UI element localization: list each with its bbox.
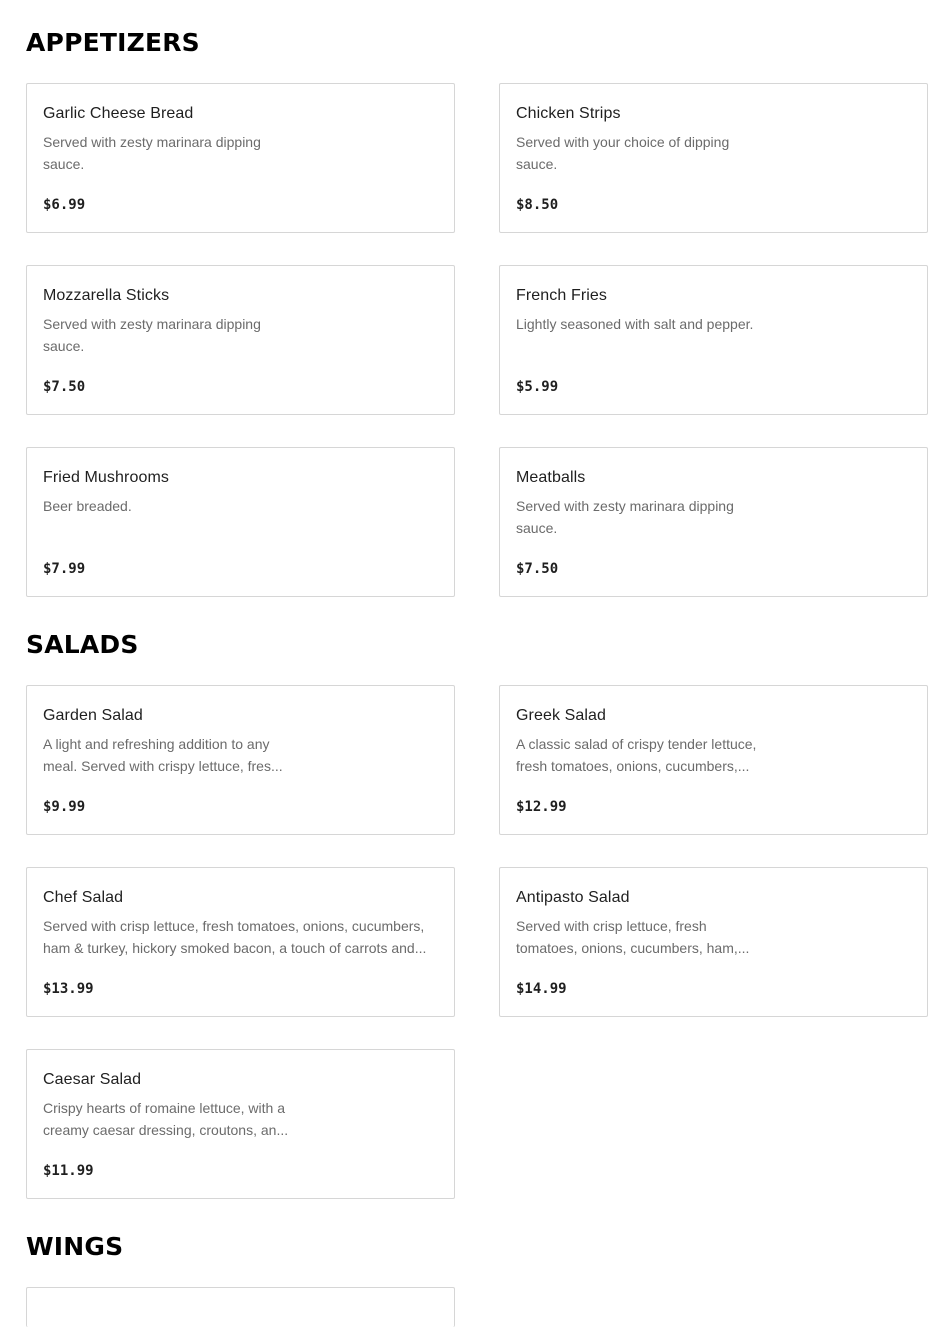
- menu-item-card[interactable]: [26, 1049, 455, 1199]
- menu-item-price: $7.50: [43, 379, 86, 395]
- menu-item-name: Chicken Strips: [516, 105, 621, 122]
- menu-item-description: A classic salad of crispy tender lettuce, fresh tomatoes, onions, cucumbers,...: [516, 736, 757, 774]
- menu-item-description: Served with zesty marinara dipping sauce.: [43, 134, 261, 172]
- menu-item-card[interactable]: [499, 867, 928, 1017]
- menu-item-description: Crispy hearts of romaine lettuce, with a creamy caesar dressing, croutons, an...: [43, 1100, 289, 1138]
- menu-item-card[interactable]: [499, 447, 928, 597]
- menu-item-card[interactable]: [499, 685, 928, 835]
- wings-grid: [26, 1287, 928, 1327]
- menu-item-card[interactable]: [499, 83, 928, 233]
- menu-item-description: Served with crisp lettuce, fresh tomatoes, onions, cucumbers, ham,...: [516, 918, 750, 956]
- menu-item-price: $6.99: [43, 197, 86, 213]
- menu-item-description: A light and refreshing addition to any meal. Served with crispy lettuce, fres...: [43, 736, 283, 774]
- menu-item-name: Meatballs: [516, 469, 586, 486]
- menu-item-price: $14.99: [516, 981, 567, 997]
- menu-item-price: $8.50: [516, 197, 559, 213]
- menu-item-description: Served with crisp lettuce, fresh tomatoes, onions, cucumbers, ham & turkey, hickory smoked bacon, a touch of carrots and...: [43, 918, 427, 956]
- menu-item-name: Mozzarella Sticks: [43, 287, 170, 304]
- menu-item-price: $13.99: [43, 981, 94, 997]
- menu-item-description: Served with your choice of dipping sauce.: [516, 134, 730, 172]
- section-title-appetizers: APPETIZERS: [26, 28, 200, 57]
- menu-item-name: French Fries: [516, 287, 607, 304]
- menu-item-name: Chef Salad: [43, 889, 124, 906]
- menu-item-name: Antipasto Salad: [516, 889, 630, 906]
- menu-item-name: Garden Salad: [43, 707, 143, 724]
- menu-item-price: $5.99: [516, 379, 559, 395]
- menu-item-description: Lightly seasoned with salt and pepper.: [516, 316, 754, 332]
- menu-item-name: Caesar Salad: [43, 1071, 142, 1088]
- menu-item-name: Greek Salad: [516, 707, 607, 724]
- menu-item-name: Fried Mushrooms: [43, 469, 169, 486]
- menu-item-price: $7.50: [516, 561, 559, 577]
- section-title-wings: WINGS: [26, 1232, 124, 1261]
- menu-item-card[interactable]: [26, 83, 455, 233]
- menu-item-card[interactable]: [26, 265, 455, 415]
- menu-item-card[interactable]: [26, 447, 455, 597]
- menu-item-name: Garlic Cheese Bread: [43, 105, 194, 122]
- menu-item-card[interactable]: [26, 685, 455, 835]
- menu-item-description: Served with zesty marinara dipping sauce.: [43, 316, 261, 354]
- menu-item-price: $7.99: [43, 561, 86, 577]
- menu-item-card[interactable]: [26, 867, 455, 1017]
- menu-item-description: Served with zesty marinara dipping sauce.: [516, 498, 734, 536]
- salads-grid: [26, 685, 928, 1199]
- section-title-salads: SALADS: [26, 630, 139, 659]
- menu-item-description: Beer breaded.: [43, 498, 132, 514]
- menu-item-price: $9.99: [43, 799, 86, 815]
- menu-item-price: $11.99: [43, 1163, 94, 1179]
- appetizers-grid: [26, 83, 928, 597]
- menu-item-card[interactable]: [499, 265, 928, 415]
- menu-item-card[interactable]: [26, 1287, 455, 1327]
- menu-item-price: $12.99: [516, 799, 567, 815]
